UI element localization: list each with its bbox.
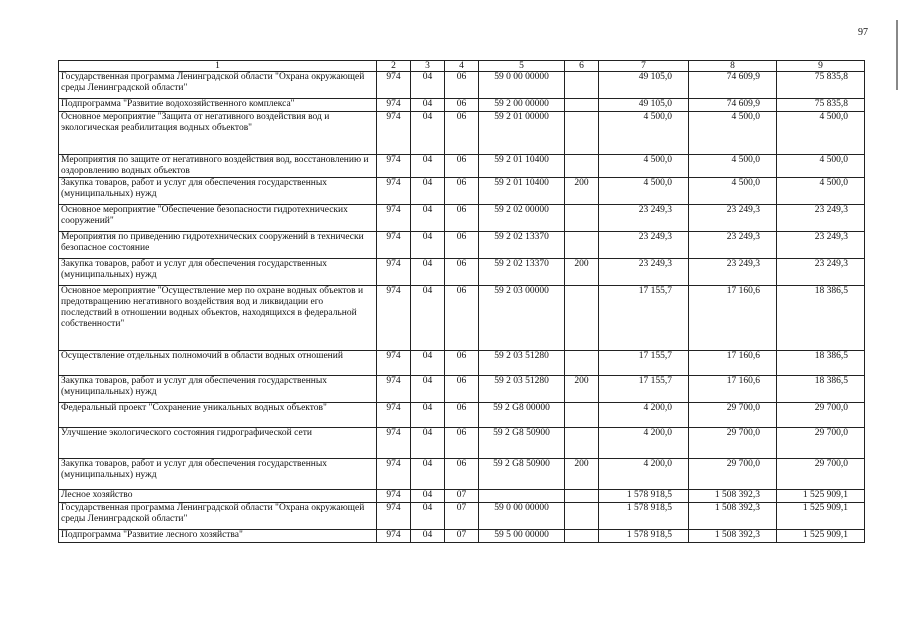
- row-name-cell: Закупка товаров, работ и услуг для обеспечения государственных (муниципальных) нужд: [59, 259, 377, 286]
- row-name-cell: Улучшение экологического состояния гидрографической сети: [59, 428, 377, 459]
- table-row: [59, 490, 865, 503]
- budget-table: [58, 60, 865, 543]
- row-name-cell: Закупка товаров, работ и услуг для обеспечения государственных (муниципальных) нужд: [59, 459, 377, 490]
- expense-type-cell: [565, 286, 599, 351]
- section-cell: 04: [411, 490, 445, 503]
- target-article-cell: 59 2 02 13370: [479, 232, 565, 259]
- target-article-cell: 59 2 01 00000: [479, 112, 565, 155]
- code-cell: 974: [377, 205, 411, 232]
- section-cell: 04: [411, 286, 445, 351]
- subsection-cell: 06: [445, 428, 479, 459]
- expense-type-cell: [565, 490, 599, 503]
- section-cell: 04: [411, 155, 445, 178]
- target-article-cell: 59 2 03 51280: [479, 351, 565, 376]
- target-article-cell: 59 2 03 51280: [479, 376, 565, 403]
- amount-cell-year3: 23 249,3: [777, 205, 865, 232]
- code-cell: 974: [377, 351, 411, 376]
- row-name-cell: Государственная программа Ленинградской области "Охрана окружающей среды Ленинградской области": [59, 72, 377, 99]
- table-row: [59, 205, 865, 232]
- table-row: [59, 259, 865, 286]
- column-header: 9: [777, 61, 865, 72]
- amount-cell-year1: 4 500,0: [599, 178, 689, 205]
- amount-cell-year2: 23 249,3: [689, 259, 777, 286]
- subsection-cell: 06: [445, 205, 479, 232]
- amount-cell-year2: 4 500,0: [689, 112, 777, 155]
- table-row: [59, 232, 865, 259]
- section-cell: 04: [411, 403, 445, 428]
- amount-cell-year2: 74 609,9: [689, 99, 777, 112]
- table-row: [59, 351, 865, 376]
- section-cell: 04: [411, 459, 445, 490]
- target-article-cell: 59 2 G8 00000: [479, 403, 565, 428]
- code-cell: 974: [377, 403, 411, 428]
- amount-cell-year2: 29 700,0: [689, 428, 777, 459]
- target-article-cell: [479, 490, 565, 503]
- table-row: [59, 503, 865, 530]
- amount-cell-year3: 29 700,0: [777, 428, 865, 459]
- table-row: [59, 530, 865, 543]
- amount-cell-year1: 23 249,3: [599, 259, 689, 286]
- subsection-cell: 06: [445, 72, 479, 99]
- amount-cell-year3: 29 700,0: [777, 403, 865, 428]
- code-cell: 974: [377, 112, 411, 155]
- amount-cell-year2: 4 500,0: [689, 155, 777, 178]
- amount-cell-year3: 18 386,5: [777, 286, 865, 351]
- code-cell: 974: [377, 376, 411, 403]
- subsection-cell: 06: [445, 459, 479, 490]
- subsection-cell: 06: [445, 403, 479, 428]
- table-row: [59, 178, 865, 205]
- expense-type-cell: [565, 112, 599, 155]
- amount-cell-year2: 1 508 392,3: [689, 490, 777, 503]
- code-cell: 974: [377, 155, 411, 178]
- amount-cell-year3: 18 386,5: [777, 351, 865, 376]
- page-number: 97: [858, 27, 868, 38]
- section-cell: 04: [411, 112, 445, 155]
- row-name-cell: Основное мероприятие "Осуществление мер по охране водных объектов и предотвращению негативного воздействия вод и ликвидации его последствий в отношении водных объектов, находящихся в федеральной собственности": [59, 286, 377, 351]
- subsection-cell: 06: [445, 112, 479, 155]
- amount-cell-year1: 4 200,0: [599, 403, 689, 428]
- section-cell: 04: [411, 351, 445, 376]
- row-name-cell: Подпрограмма "Развитие водохозяйственного комплекса": [59, 99, 377, 112]
- expense-type-cell: [565, 155, 599, 178]
- amount-cell-year2: 17 160,6: [689, 351, 777, 376]
- code-cell: 974: [377, 428, 411, 459]
- expense-type-cell: [565, 530, 599, 543]
- subsection-cell: 06: [445, 232, 479, 259]
- table-row: [59, 459, 865, 490]
- amount-cell-year1: 4 200,0: [599, 459, 689, 490]
- target-article-cell: 59 2 02 13370: [479, 259, 565, 286]
- code-cell: 974: [377, 178, 411, 205]
- code-cell: 974: [377, 286, 411, 351]
- section-cell: 04: [411, 530, 445, 543]
- section-cell: 04: [411, 503, 445, 530]
- code-cell: 974: [377, 459, 411, 490]
- amount-cell-year1: 1 578 918,5: [599, 503, 689, 530]
- column-header: 2: [377, 61, 411, 72]
- column-header: 1: [59, 61, 377, 72]
- column-header: 7: [599, 61, 689, 72]
- target-article-cell: 59 2 G8 50900: [479, 428, 565, 459]
- row-name-cell: Мероприятия по защите от негативного воздействия вод, восстановлению и оздоровлению водных объектов: [59, 155, 377, 178]
- column-header: 5: [479, 61, 565, 72]
- column-header: 3: [411, 61, 445, 72]
- table-row: [59, 428, 865, 459]
- target-article-cell: 59 0 00 00000: [479, 72, 565, 99]
- table-row: [59, 376, 865, 403]
- amount-cell-year3: 75 835,8: [777, 72, 865, 99]
- code-cell: 974: [377, 530, 411, 543]
- target-article-cell: 59 2 G8 50900: [479, 459, 565, 490]
- amount-cell-year2: 23 249,3: [689, 232, 777, 259]
- expense-type-cell: [565, 503, 599, 530]
- amount-cell-year2: 1 508 392,3: [689, 503, 777, 530]
- code-cell: 974: [377, 490, 411, 503]
- expense-type-cell: 200: [565, 459, 599, 490]
- target-article-cell: 59 2 03 00000: [479, 286, 565, 351]
- subsection-cell: 07: [445, 530, 479, 543]
- row-name-cell: Подпрограмма "Развитие лесного хозяйства": [59, 530, 377, 543]
- row-name-cell: Осуществление отдельных полномочий в области водных отношений: [59, 351, 377, 376]
- code-cell: 974: [377, 259, 411, 286]
- row-name-cell: Закупка товаров, работ и услуг для обеспечения государственных (муниципальных) нужд: [59, 178, 377, 205]
- amount-cell-year1: 23 249,3: [599, 205, 689, 232]
- amount-cell-year1: 4 200,0: [599, 428, 689, 459]
- column-header: 6: [565, 61, 599, 72]
- expense-type-cell: 200: [565, 178, 599, 205]
- amount-cell-year3: 23 249,3: [777, 232, 865, 259]
- target-article-cell: 59 5 00 00000: [479, 530, 565, 543]
- amount-cell-year2: 23 249,3: [689, 205, 777, 232]
- table-row: [59, 72, 865, 99]
- section-cell: 04: [411, 99, 445, 112]
- row-name-cell: Мероприятия по приведению гидротехнических сооружений в технически безопасное состояние: [59, 232, 377, 259]
- amount-cell-year2: 17 160,6: [689, 376, 777, 403]
- amount-cell-year1: 17 155,7: [599, 351, 689, 376]
- amount-cell-year2: 4 500,0: [689, 178, 777, 205]
- amount-cell-year1: 17 155,7: [599, 376, 689, 403]
- amount-cell-year3: 29 700,0: [777, 459, 865, 490]
- expense-type-cell: [565, 205, 599, 232]
- page-edge-line: [896, 20, 898, 90]
- target-article-cell: 59 2 00 00000: [479, 99, 565, 112]
- amount-cell-year3: 4 500,0: [777, 178, 865, 205]
- amount-cell-year1: 4 500,0: [599, 112, 689, 155]
- amount-cell-year3: 1 525 909,1: [777, 503, 865, 530]
- header-row: [59, 61, 865, 72]
- amount-cell-year1: 49 105,0: [599, 72, 689, 99]
- target-article-cell: 59 0 00 00000: [479, 503, 565, 530]
- target-article-cell: 59 2 01 10400: [479, 178, 565, 205]
- table-row: [59, 99, 865, 112]
- section-cell: 04: [411, 205, 445, 232]
- expense-type-cell: 200: [565, 259, 599, 286]
- amount-cell-year3: 4 500,0: [777, 112, 865, 155]
- row-name-cell: Основное мероприятие "Обеспечение безопасности гидротехнических сооружений": [59, 205, 377, 232]
- amount-cell-year1: 23 249,3: [599, 232, 689, 259]
- table-row: [59, 112, 865, 155]
- amount-cell-year1: 1 578 918,5: [599, 530, 689, 543]
- expense-type-cell: [565, 232, 599, 259]
- amount-cell-year2: 1 508 392,3: [689, 530, 777, 543]
- row-name-cell: Государственная программа Ленинградской области "Охрана окружающей среды Ленинградской области": [59, 503, 377, 530]
- expense-type-cell: 200: [565, 376, 599, 403]
- amount-cell-year3: 1 525 909,1: [777, 490, 865, 503]
- amount-cell-year3: 75 835,8: [777, 99, 865, 112]
- amount-cell-year1: 1 578 918,5: [599, 490, 689, 503]
- subsection-cell: 07: [445, 490, 479, 503]
- subsection-cell: 07: [445, 503, 479, 530]
- section-cell: 04: [411, 376, 445, 403]
- subsection-cell: 06: [445, 351, 479, 376]
- amount-cell-year3: 18 386,5: [777, 376, 865, 403]
- target-article-cell: 59 2 01 10400: [479, 155, 565, 178]
- code-cell: 974: [377, 72, 411, 99]
- row-name-cell: Закупка товаров, работ и услуг для обеспечения государственных (муниципальных) нужд: [59, 376, 377, 403]
- column-header: 8: [689, 61, 777, 72]
- amount-cell-year2: 29 700,0: [689, 403, 777, 428]
- code-cell: 974: [377, 232, 411, 259]
- amount-cell-year3: 23 249,3: [777, 259, 865, 286]
- amount-cell-year2: 29 700,0: [689, 459, 777, 490]
- amount-cell-year1: 49 105,0: [599, 99, 689, 112]
- expense-type-cell: [565, 428, 599, 459]
- amount-cell-year1: 4 500,0: [599, 155, 689, 178]
- section-cell: 04: [411, 232, 445, 259]
- subsection-cell: 06: [445, 178, 479, 205]
- row-name-cell: Лесное хозяйство: [59, 490, 377, 503]
- amount-cell-year3: 4 500,0: [777, 155, 865, 178]
- column-header: 4: [445, 61, 479, 72]
- table-row: [59, 403, 865, 428]
- target-article-cell: 59 2 02 00000: [479, 205, 565, 232]
- amount-cell-year1: 17 155,7: [599, 286, 689, 351]
- expense-type-cell: [565, 351, 599, 376]
- amount-cell-year3: 1 525 909,1: [777, 530, 865, 543]
- code-cell: 974: [377, 503, 411, 530]
- subsection-cell: 06: [445, 376, 479, 403]
- section-cell: 04: [411, 428, 445, 459]
- section-cell: 04: [411, 178, 445, 205]
- subsection-cell: 06: [445, 259, 479, 286]
- expense-type-cell: [565, 403, 599, 428]
- expense-type-cell: [565, 72, 599, 99]
- section-cell: 04: [411, 72, 445, 99]
- subsection-cell: 06: [445, 155, 479, 178]
- subsection-cell: 06: [445, 286, 479, 351]
- amount-cell-year2: 74 609,9: [689, 72, 777, 99]
- section-cell: 04: [411, 259, 445, 286]
- expense-type-cell: [565, 99, 599, 112]
- row-name-cell: Основное мероприятие "Защита от негативного воздействия вод и экологическая реабилитация водных объектов": [59, 112, 377, 155]
- table-row: [59, 155, 865, 178]
- amount-cell-year2: 17 160,6: [689, 286, 777, 351]
- row-name-cell: Федеральный проект "Сохранение уникальных водных объектов": [59, 403, 377, 428]
- subsection-cell: 06: [445, 99, 479, 112]
- code-cell: 974: [377, 99, 411, 112]
- table-row: [59, 286, 865, 351]
